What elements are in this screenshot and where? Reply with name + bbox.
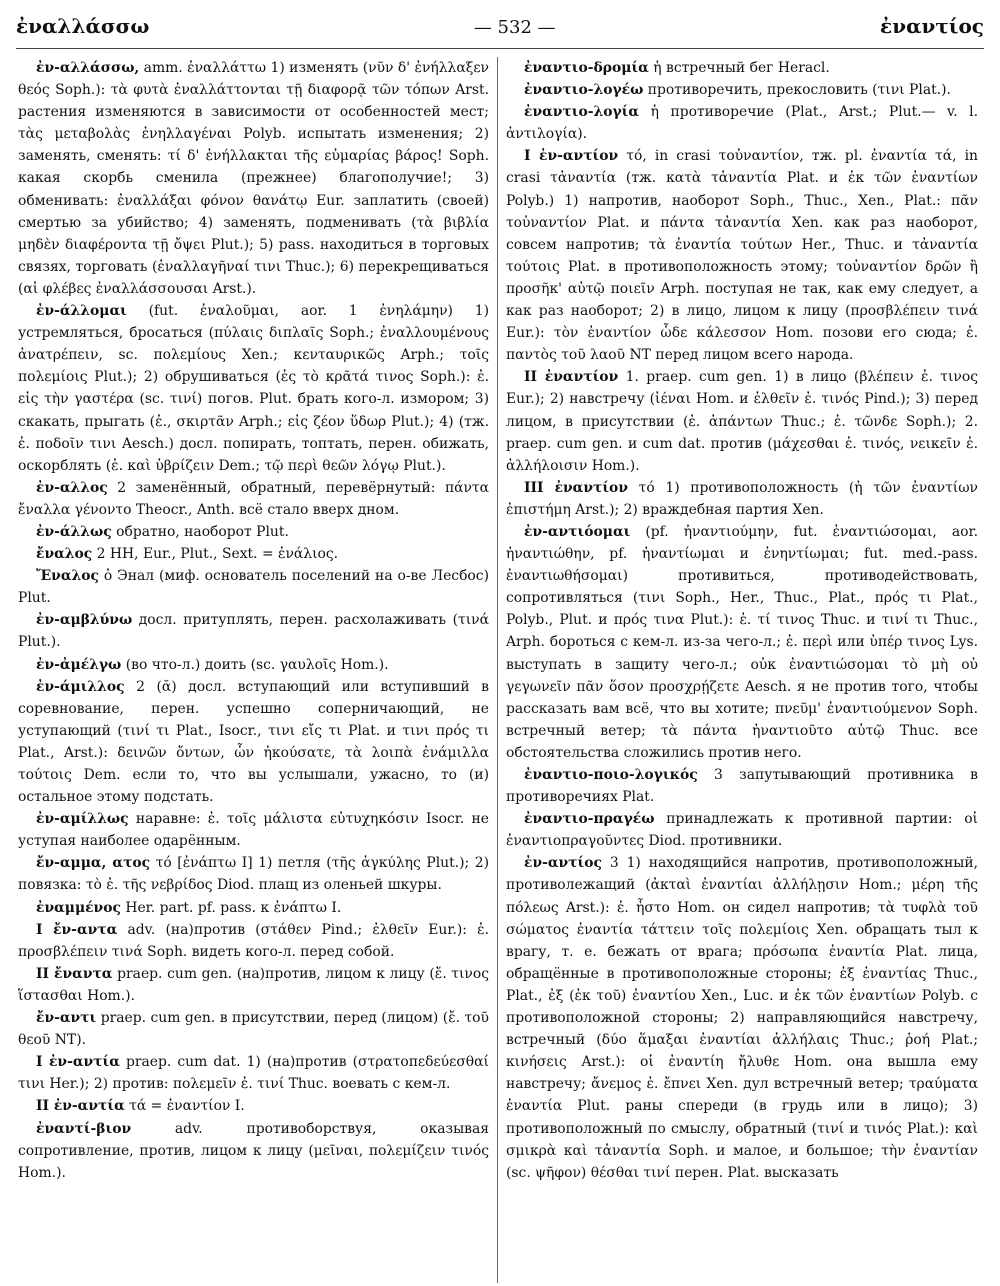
entry-definition: принадлежать к противной партии: οἱ ἐναντιοπραγοῦντες Diod. противники. <box>506 811 978 850</box>
entry-headword: ἐν-αντιόομαι <box>524 523 631 540</box>
dictionary-entry <box>506 145 978 366</box>
entry-definition: 3 запутывающий противника в противоречиях Plat. <box>506 767 978 806</box>
entry-headword: ἐναντί-βιον <box>36 1120 132 1137</box>
entry-headword: ἐναντιο-λογία <box>524 104 640 121</box>
entry-definition: 2 HH, Eur., Plut., Sext. = ἐνάλιος. <box>92 546 339 563</box>
dictionary-entry <box>506 101 978 145</box>
entry-definition: обратно, наоборот Plut. <box>111 523 289 540</box>
entry-definition: adv. (на)против (στάθεν Pind.; ἐλθεῖν Eur.): ἐ. προσβλέπειν τινά Soph. видеть кого-л. перед собой. <box>18 921 489 960</box>
entry-headword: ἐν-άλλως <box>36 523 112 540</box>
entry-definition: (pf. ἠναντιούμην, fut. ἐναντιώσομαι, aor. ἠναντιώθην, pf. ἠναντίωμαι и ἐνηντίωμαι; fut. med.-pass. ἐναντιωθήσομαι) противиться, противодействовать, сопротивляться (τινι Soph., Her., Thuc., Plat., πρός τι Plat., Polyb., Plut. и πρός τινα Plut.): ἐ. τί τινος Thuc. и τινί τι Thuc., Arph. бороться с кем-л. из-за чего-л.; ἐ. περὶ или ὑπέρ τινος Lys. выступать в защиту чего-л.; οὐκ ἐναντιώσομαι τὸ μὴ οὐ γεγωνεῖν πᾶν ὅσον προσχρῄζετε Aesch. я не против того, чтобы рассказать вам всё, что вы хотите; πνεῦμ' ἐναντιούμενον Soph. встречный ветер; τὰ πάντα ἠναντιοῦτο αὐτῷ Thuc. все обстоятельства сложились против него. <box>506 523 978 761</box>
entry-definition: τό, in crasi τοὐναντίον, тж. pl. ἐναντία τά, in crasi τἀναντία (тж. κατὰ τἀναντία Plat. и ἐκ τῶν ἐναντίων Polyb.) 1) напротив, наоборот Soph., Thuc., Xen., Plat.: πᾶν τοὐναντίον Plat. и πάντα τἀναντία Xen. как раз наоборот, совсем напротив; τὰ ἐναντία τούτων Her., Thuc. и τἀναντία τούτοις Plat. в противоположность этому; τοὐναντίον δρῶν ἢ προσῆκ' αὐτῷ ποιεῖν Arph. поступая не так, как ему следует, а как раз наоборот; 2) в лицо, лицом к лицу (προσβλέπειν τινά Eur.): τὸν ἐναντίον ὧδε κάλεσσον Hom. позови его сюда; ἐ. παντὸς τοῦ λαοῦ NT перед лицом всего народа. <box>506 148 978 364</box>
entry-headword: ἐναντιο-δρομία <box>524 60 649 76</box>
dictionary-entry <box>506 57 978 79</box>
entry-definition: наравне: ἐ. τοῖς μάλιστα εὐτυχηκόσιν Isocr. не уступая наиболее одарённым. <box>18 811 489 850</box>
header-right-word: ἐναντίος <box>880 14 984 38</box>
entry-definition: 3 1) находящийся напротив, противоположный, противолежащий (ἀκταὶ ἐναντίαι ἀλλήλῃσιν Hom.; μέρη τῆς πόλεως Arst.): ἐ. ἧστο Hom. он сидел напротив; τὰ τυφλὰ τοῦ σώματος ἐναντία τάττειν τοῖς πολεμίοις Xen. обращать тыл к врагу, т. е. бежать от врага; πρόσωπα ἐναντία Plat. лица, обращённые в противоположные стороны; ἐξ ἐναντίας Thuc., Plat., ἐξ (ἐκ τοῦ) ἐναντίου Xen., Luc. и ἐκ τῶν ἐναντίων Polyb. с противоположной стороны; 2) направляющийся навстречу, встречный (δύο ἅμαξαι ἐναντίαι ἀλλήλαις Thuc.; ῥοή Plat.; κινήσεις Arst.): οἱ ἐναντίη ἤλυθε Hom. она вышла ему навстречу; ἄνεμος ἐ. ἔπνει Xen. дул встречный ветер; τραύματα ἐναντία Plut. раны спереди (в грудь или в лицо); 3) противоположный по смыслу, обратный (τινί и τινός Plat.): καὶ σμικρὰ καὶ τἀναντία Soph. и малое, и большое; τὴν ἐναντίαν (sc. ψῆφον) θέσθαι τινί перен. Plat. высказать <box>506 855 978 1181</box>
entry-headword: ἐναμμένος <box>36 899 121 916</box>
entry-headword: ἐν-αμίλλως <box>36 811 129 828</box>
dictionary-entry <box>18 521 489 543</box>
entry-headword: ἐναντιο-πραγέω <box>524 811 655 828</box>
entry-headword: ἐν-άλλομαι <box>36 303 127 320</box>
entry-headword: ἐν-άμιλλος <box>36 678 125 695</box>
entry-definition: 2 (ᾰ) досл. вступающий или вступивший в соревнование, перен. успешно соперничающий, не уступающий (τινί τι Plat., Isocr., τινι εἴς τι Plat. и τινι πρός τι Plat., Arst.): δεινῶν ὄντων, ὧν ἠκούσατε, τὰ λοιπὰ ἐνάμιλλα τούτοις Dem. если то, что вы услышали, ужасно, то (и) остальное этому подстать. <box>18 678 489 806</box>
right-column <box>498 57 986 1283</box>
entry-definition: (fut. ἐναλοῦμαι, aor. 1 ἐνηλάμην) 1) устремляться, бросаться (πύλαις διπλαῖς Soph.; ἐναλλουμένους ἀνατρέπειν, sc. πολεμίους Xen.; κενταυρικῶς Arph.; τοῖς πολεμίοις Plut.); 2) обрушиваться (ἐς τὸ κρᾶτά τινος Soph.): ἐ. εἰς τὴν γαστέρα (sc. τινί) погов. Plut. брать кого-л. измором; 3) скакать, прыгать (ἐ., σκιρτᾶν Arph.; εἰς ζέον ὕδωρ Plut.); 4) (тж. ἐ. ποδοῖν τινι Aesch.) досл. попирать, топтать, перен. обижать, оскорблять (ἐ. καὶ ὑβρίζειν Dem.; τῷ περὶ θεῶν λόγῳ Plut.). <box>18 303 489 474</box>
entry-definition: ὁ Энал (миф. основатель поселений на о-ве Лесбос) Plut. <box>18 568 489 607</box>
entry-definition: ἡ противоречие (Plat., Arst.; Plut.— v. l. ἀντιλογία). <box>506 104 978 143</box>
dictionary-entry <box>506 477 978 521</box>
dictionary-entry <box>18 808 489 852</box>
entry-headword: ἐν-αλλος <box>36 479 108 496</box>
entry-headword: ἐν-αμβλύνω <box>36 612 133 629</box>
entry-definition: τό [ἐνάπτω I] 1) петля (τῆς ἀγκύλης Plut.); 2) повязка: τὸ ἐ. τῆς νεβρίδος Diod. плащ из оленьей шкуры. <box>18 855 489 894</box>
entry-definition: amm. ἐναλλάττω 1) изменять (νῦν δ' ἐνήλλαξεν θεός Soph.): τὰ φυτὰ ἐναλλάττονται τῇ διαφορᾷ τῶν τόπων Arst. растения изменяются в зависимости от особенностей мест; τὰς μεταβολὰς ἐνηλλαγέναι Polyb. испытать изменения; 2) заменять, сменять: τί δ' ἐνήλλακται τῆς εὐμαρίας βάρος! Soph. какая скорбь сменила (прежнее) благополучие!; 3) обменивать: ἐναλλάξαι φόνον θανάτῳ Eur. заплатить (своей) смертью за убийство; 4) заменять, подменивать (τὰ βιβλία μηδὲν διαφέροντα τῇ ὄψει Plut.); 5) pass. находиться в торговых связях, торговать (ἐναλλαγῆναί τινι Thuc.); 6) перекрещиваться (αἱ φλέβες ἐναλλάσσουσαι Arst.). <box>18 60 489 297</box>
header-left-word: ἐναλλάσσω <box>16 14 150 38</box>
entry-definition: Her. part. pf. pass. к ἐνάπτω I. <box>120 899 342 916</box>
entry-headword: ἐν-ἀμέλγω <box>36 656 122 673</box>
dictionary-entry <box>18 1007 489 1051</box>
dictionary-entry <box>18 1051 489 1095</box>
entry-definition: 1. praep. cum gen. 1) в лицо (βλέπειν ἐ. τινος Eur.); 2) навстречу (ἰέναι Hom. и ἐλθεῖν ἐ. τινός Pind.); 3) перед лицом, в присутствии (ἐ. ἁπάντων Thuc.; ἐ. τῶνδε Soph.); 2. praep. cum gen. и cum dat. против (μάχεσθαι ἐ. τινός, νεικεῖν ἐ. ἀλλήλοισιν Hom.). <box>506 369 979 474</box>
entry-headword: I ἐν-αντίον <box>524 148 619 165</box>
dictionary-entry <box>18 654 489 676</box>
entry-definition: (во что-л.) доить (sc. γαυλοῖς Hom.). <box>121 656 389 673</box>
dictionary-entry <box>18 300 489 477</box>
entry-definition: praep. cum gen. в присутствии, перед (лицом) (ἔ. τοῦ θεοῦ NT). <box>18 1010 489 1049</box>
entry-headword: II ἐναντίον <box>524 369 619 386</box>
columns <box>10 57 990 1283</box>
dictionary-entry <box>506 521 978 764</box>
entry-definition: досл. притуплять, перен. расхолаживать (τινά Plut.). <box>18 612 489 651</box>
entry-headword: ἐναντιο-ποιο-λογικός <box>524 767 698 783</box>
dictionary-entry <box>18 1095 489 1117</box>
entry-headword: ἐν-αλλάσσω, <box>36 60 140 76</box>
entry-headword: ἐναντιο-λογέω <box>524 82 644 99</box>
dictionary-entry <box>506 366 978 476</box>
entry-headword: ἐν-αντίος <box>524 855 602 872</box>
dictionary-entry <box>18 543 489 565</box>
dictionary-entry <box>18 852 489 896</box>
entry-headword: III ἐναντίον <box>524 479 628 496</box>
dictionary-entry <box>18 919 489 963</box>
entry-definition: противоречить, прекословить (τινι Plat.). <box>643 82 951 99</box>
entry-headword: ἔν-αντι <box>36 1010 97 1027</box>
entry-definition: ἡ встречный бег Heracl. <box>648 60 830 76</box>
dictionary-entry <box>18 1118 489 1184</box>
dictionary-entry <box>18 565 489 609</box>
entry-definition: 2 заменённый, обратный, перевёрнутый: πάντα ἔναλλα γένοντο Theocr., Anth. всё стало вверх дном. <box>18 479 489 518</box>
dictionary-entry <box>18 477 489 521</box>
entry-definition: praep. cum dat. 1) (на)против (στρατοπεδεύεσθαί τινι Her.); 2) против: πολεμεῖν ἐ. τινί Thuc. воевать с кем-л. <box>18 1054 489 1093</box>
dictionary-entry <box>506 764 978 808</box>
dictionary-entry <box>18 57 489 300</box>
entry-headword: Ἔναλος <box>36 568 99 585</box>
entry-definition: τό 1) противоположность (ἡ τῶν ἐναντίων ἐπιστήμη Arst.); 2) враждебная партия Xen. <box>506 479 978 518</box>
dictionary-entry <box>506 852 978 1183</box>
left-column <box>10 57 498 1283</box>
entry-headword: I ἐν-αντία <box>36 1054 120 1071</box>
dictionary-entry <box>506 808 978 852</box>
dictionary-entry <box>18 963 489 1007</box>
dictionary-entry <box>18 897 489 919</box>
page-number: — 532 — <box>473 17 556 38</box>
entry-headword: II ἐν-αντία <box>36 1098 125 1115</box>
entry-headword: ἔν-αμμα, ατος <box>36 855 151 872</box>
dictionary-entry <box>506 79 978 101</box>
entry-headword: II ἔναντα <box>36 965 113 982</box>
dictionary-entry <box>18 609 489 653</box>
entry-headword: I ἔν-αντα <box>36 921 118 938</box>
entry-definition: praep. cum gen. (на)против, лицом к лицу (ἔ. τινος ἵστασθαι Hom.). <box>18 965 489 1004</box>
entry-definition: adv. противоборствуя, оказывая сопротивление, против, лицом к лицу (μεῖναι, πολεμίζειν τινός Hom.). <box>18 1120 489 1181</box>
running-header <box>16 10 984 49</box>
entry-definition: τά = ἐναντίον I. <box>124 1098 245 1115</box>
dictionary-entry <box>18 676 489 809</box>
entry-headword: ἔναλος <box>36 546 93 563</box>
